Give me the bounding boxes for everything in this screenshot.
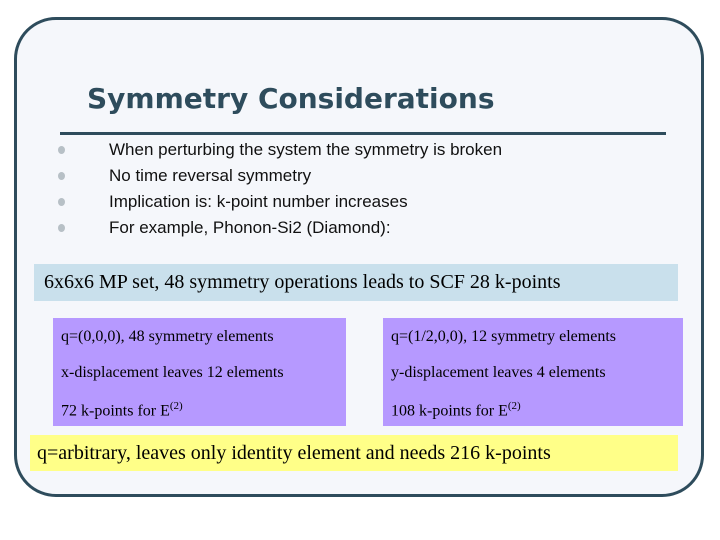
q-half-box [383,318,683,426]
energy-order-superscript: (2) [507,400,521,412]
bullet-dot-icon [58,172,65,180]
bullet-dot-icon [58,224,65,232]
bullet-dot-icon [58,198,65,206]
kpoints-line [391,400,521,420]
bullet-text: For example, Phonon-Si2 (Diamond): [109,218,391,237]
kpoints-text: 72 k-points for E [61,402,170,420]
x-displacement-line: x-displacement leaves 12 elements [61,364,284,381]
y-displacement-line: y-displacement leaves 4 elements [391,364,606,381]
title-divider [60,132,666,135]
q-arbitrary-box: q=arbitrary, leaves only identity element and needs 216 k-points [30,435,678,471]
q-zero-line: q=(0,0,0), 48 symmetry elements [61,328,274,345]
q-half-line: q=(1/2,0,0), 12 symmetry elements [391,328,616,345]
kpoints-text: 108 k-points for E [391,402,508,420]
mp-set-box: 6x6x6 MP set, 48 symmetry operations leads to SCF 28 k-points [34,264,678,301]
slide-title: Symmetry Considerations [87,82,495,115]
kpoints-line [61,400,183,420]
bullet-text: When perturbing the system the symmetry is broken [109,140,503,159]
q-zero-box [53,318,346,426]
bullet-dot-icon [58,146,65,154]
bullet-text: Implication is: k-point number increases [109,192,408,211]
energy-order-superscript: (2) [169,400,183,412]
bullet-text: No time reversal symmetry [109,166,312,185]
